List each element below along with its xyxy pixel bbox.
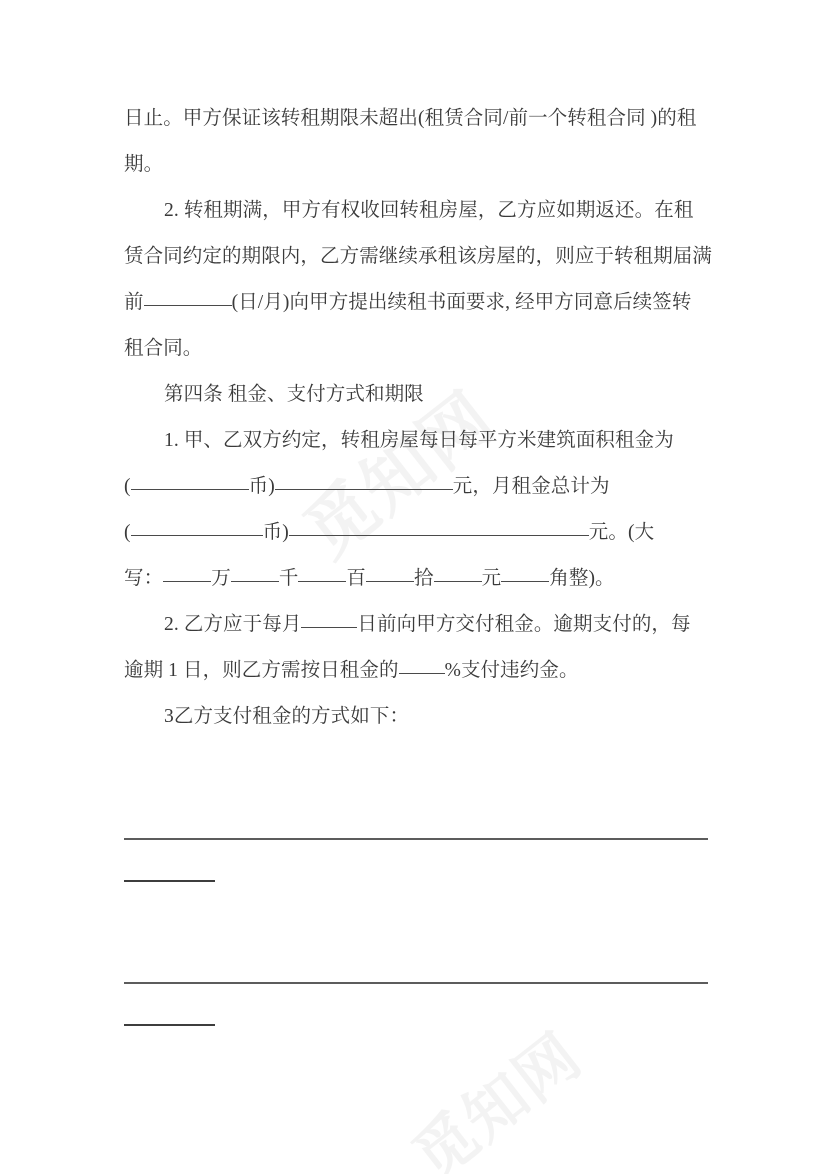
para-payment-line1 bbox=[124, 602, 708, 648]
clause3-tail-line2: 期。 bbox=[124, 154, 164, 175]
blank-uppercase-shi[interactable] bbox=[366, 566, 414, 582]
para-rent-number: 1. bbox=[164, 430, 179, 451]
rule-spacer bbox=[124, 840, 708, 880]
blank-renewal-notice-period[interactable] bbox=[144, 290, 232, 306]
document-text-column bbox=[124, 96, 713, 740]
para-rent-line3-currency-label: 币) bbox=[262, 522, 289, 543]
para-return-line3 bbox=[124, 280, 708, 326]
blank-monthly-rent-amount[interactable] bbox=[289, 520, 589, 536]
rule-spacer bbox=[124, 984, 708, 1024]
uppercase-unit-jiao: 角整)。 bbox=[549, 568, 615, 589]
uppercase-unit-qian: 千 bbox=[278, 568, 299, 589]
para-rent-line2 bbox=[124, 464, 708, 510]
para-rent-line3 bbox=[124, 510, 708, 556]
para-rent-line1 bbox=[124, 418, 708, 464]
para-return-line2: 赁合同约定的期限内，乙方需继续承租该房屋的，则应于转租期届满 bbox=[124, 246, 713, 267]
blank-penalty-percentage[interactable] bbox=[399, 658, 445, 674]
para-payment-line2-prefix: 逾期 1 日，则乙方需按日租金的 bbox=[124, 660, 399, 681]
blank-uppercase-bai[interactable] bbox=[298, 566, 346, 582]
uppercase-unit-shi: 拾 bbox=[414, 568, 434, 589]
rule-spacer bbox=[124, 882, 708, 982]
blank-uppercase-qian[interactable] bbox=[231, 566, 279, 582]
para-method-text: 乙方支付租金的方式如下： bbox=[173, 706, 410, 727]
fill-rule-2-short[interactable] bbox=[124, 1024, 215, 1026]
para-return-number: 2. bbox=[164, 200, 179, 221]
para-method-line bbox=[124, 694, 708, 740]
blank-daily-rent-amount[interactable] bbox=[275, 474, 453, 490]
para-payment-line1-suffix: 日前向甲方交付租金。逾期支付的，每 bbox=[357, 614, 691, 635]
uppercase-unit-bai: 百 bbox=[346, 568, 367, 589]
para-payment-line1-prefix: 乙方应于每月 bbox=[183, 614, 302, 635]
blank-currency-daily[interactable] bbox=[131, 474, 249, 490]
para-payment-line2-suffix: %支付违约金。 bbox=[444, 660, 579, 681]
para-rent-line4-uppercase bbox=[124, 556, 708, 602]
blank-currency-monthly[interactable] bbox=[131, 520, 263, 536]
uppercase-unit-wan: 万 bbox=[211, 568, 231, 589]
para-return-line4: 租合同。 bbox=[124, 338, 203, 359]
para-return-line3-prefix: 前 bbox=[124, 292, 144, 313]
para-payment-line2 bbox=[124, 648, 708, 694]
blank-uppercase-yuan[interactable] bbox=[434, 566, 482, 582]
para-return-line1-text: 转租期满，甲方有权收回转租房屋，乙方应如期返还。在租 bbox=[183, 200, 694, 221]
para-payment-number: 2. bbox=[164, 614, 179, 635]
blank-payment-day-of-month[interactable] bbox=[301, 612, 357, 628]
blank-uppercase-wan[interactable] bbox=[163, 566, 211, 582]
uppercase-prefix: 写： bbox=[124, 568, 164, 589]
para-rent-line2-unit: 元，月租金总计为 bbox=[452, 476, 610, 497]
uppercase-unit-yuan: 元 bbox=[481, 568, 502, 589]
clause3-tail-line1: 日止。甲方保证该转租期限未超出(租赁合同/前一个转租合同 )的租 bbox=[124, 108, 697, 129]
para-rent-line3-unit: 元。(大 bbox=[588, 522, 655, 543]
para-rent-line3-open-paren: ( bbox=[124, 522, 131, 543]
para-rent-line2-currency-label: 币) bbox=[248, 476, 275, 497]
para-rent-line2-open-paren: ( bbox=[124, 476, 131, 497]
heading-article-4: 第四条 租金、支付方式和期限 bbox=[164, 384, 424, 405]
para-return-line1 bbox=[124, 188, 708, 234]
fill-in-rules-area bbox=[124, 838, 708, 1026]
watermark-text-lower bbox=[391, 1008, 597, 1174]
blank-uppercase-jiao[interactable] bbox=[501, 566, 549, 582]
para-method-number: 3 bbox=[164, 706, 174, 727]
para-return-line3-suffix: (日/月)向甲方提出续租书面要求, 经甲方同意后续签转 bbox=[231, 292, 692, 313]
para-rent-line1-text: 甲、乙双方约定，转租房屋每日每平方米建筑面积租金为 bbox=[183, 430, 674, 451]
